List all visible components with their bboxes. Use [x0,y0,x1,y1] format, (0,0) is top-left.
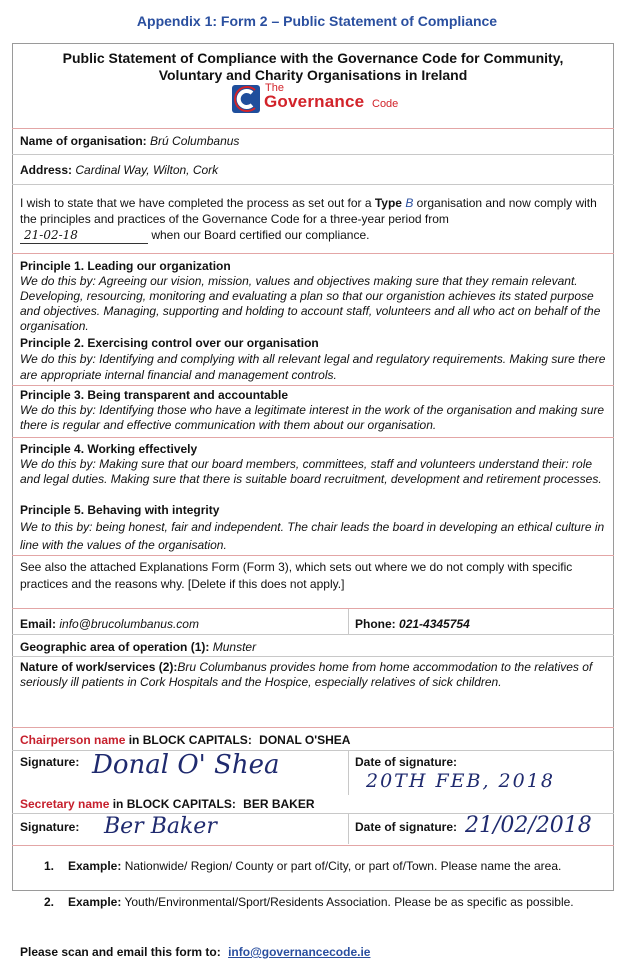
divider [12,253,614,254]
footer-instruction [20,945,370,959]
principle-title: Principle 1. Leading our organization [20,259,231,273]
divider-vertical [348,609,349,634]
form-title [12,50,614,84]
chairperson-name-row [20,733,610,748]
chair-signature-label-text: Signature: [20,755,80,769]
form-title-line-2: Voluntary and Charity Organisations in Ireland [158,67,468,83]
organisation-label: Name of organisation: [20,134,147,148]
divider [12,845,614,846]
principle-4 [20,442,610,487]
principle-5 [20,503,610,554]
phone-label: Phone: [355,617,396,631]
organisation-row [20,134,610,149]
principle-title: Principle 4. Working effectively [20,442,198,456]
statement-start-date: 21-02-18 [20,227,148,244]
statement-part-1: I wish to state that we have completed the process as set out for a [20,196,375,210]
address-row [20,163,610,178]
statement-type-word: Type [374,196,402,210]
footnote-label: Example: [68,859,122,873]
divider [12,608,614,609]
phone-value: 021-4345754 [399,617,470,631]
secretary-date-value: 21/02/2018 [465,813,592,838]
footnote-body [68,894,594,911]
nature-of-work-label: Nature of work/services (2): [20,660,178,674]
email-label: Email: [20,617,57,631]
principle-3 [20,388,610,433]
divider-vertical [348,814,349,844]
geographic-area-value: Munster [212,640,257,654]
divider [12,385,614,386]
principle-text: We do this by: Making sure that our board members, committees, staff and volunteers understand their: role and legal duties. Making sure that there is suitable board recruitment, development and retirement processes. [20,457,602,486]
see-also-note: See also the attached Explanations Form (Form 3), which sets out where we do not comply with specific practices and the reasons why. [Delete if this does not apply.] [20,560,573,591]
divider [12,656,614,657]
divider [12,184,614,185]
divider [12,128,614,129]
secretary-name-label: Secretary name [20,797,110,811]
logo-the-text: The [265,82,284,94]
secretary-name-label-rest: in BLOCK CAPITALS: [109,797,236,811]
governance-logo-icon [232,85,260,113]
principle-title: Principle 3. Being transparent and accountable [20,388,289,402]
chair-signature-label [20,755,100,770]
appendix-heading: Appendix 1: Form 2 – Public Statement of Compliance [136,13,498,29]
footer-email-link[interactable]: info@governancecode.ie [228,945,371,959]
statement-type-value: B [405,196,414,210]
secretary-signature: Ber Baker [104,814,217,839]
geographic-area-label: Geographic area of operation (1): [20,640,210,654]
secretary-signature-label [20,820,100,835]
chairperson-name-value: DONAL O'SHEA [259,733,351,747]
governance-code-logo [232,84,432,114]
compliance-statement [20,195,610,244]
principle-text: We do this by: Agreeing our vision, mission, values and objectives making sure that they remain relevant. Developing, resourcing, monitoring and evaluating a plan so that our organistion achieves its stated purpose and objectives. Managing, supporting and holding to account staff, volunteers and all who act on behalf of the organisation. [20,274,601,333]
chair-date-label-text: Date of signature: [355,755,458,769]
footnote-number: 2. [44,895,55,909]
nature-of-work-row [20,660,610,690]
divider [12,555,614,556]
secretary-name-row [20,797,610,812]
address-label: Address: [20,163,73,177]
principle-text: We to this by: being honest, fair and independent. The chair leads the board in developing an ethical culture in line with the values of the organisation. [20,520,605,552]
divider [12,437,614,438]
form-title-line-1: Public Statement of Compliance with the Governance Code for Community, [62,50,564,66]
principle-text: We do this by: Identifying and complying with all relevant legal and regulatory requirements. Making sure there are appropriate internal financial and management controls. [20,352,606,382]
footnote-text: Nationwide/ Region/ County or part of/City, or part of/Town. Please name the area. [121,859,562,873]
geographic-area-row [20,640,610,655]
divider [12,634,614,635]
principle-2 [20,336,610,383]
chair-signature: Donal O' Shea [92,750,280,780]
nature-of-work-value: Bru Columbanus provides home from home accommodation to the relatives of seriously ill patients in Cork Hospitals and the Hospice, especially relatives of sick children. [20,660,593,689]
secretary-signature-label-text: Signature: [20,820,80,834]
statement-part-2: organisation and now comply with the principles and practices of the Governance Code for a three-year period from [20,196,597,226]
phone-row [355,617,605,632]
logo-governance-text: Governance [264,92,365,111]
principle-title: Principle 5. Behaving with integrity [20,503,220,517]
principle-text: We do this by: Identifying those who have a legitimate interest in the work of the organisation and making sure there is regular and effective communication with them about our organisation. [20,403,605,432]
chairperson-name-label-rest: in BLOCK CAPITALS: [125,733,252,747]
chair-date-value: 20TH FEB, 2018 [366,770,555,792]
secretary-date-label: Date of signature: [355,820,458,834]
statement-part-3: when our Board certified our compliance. [151,228,370,242]
footnote-body [68,858,594,875]
chairperson-name-label: Chairperson name [20,733,126,747]
divider [12,727,614,728]
email-value: info@brucolumbanus.com [59,617,199,631]
footnote-label: Example: [68,895,122,909]
logo-code-text: Code [372,98,399,110]
organisation-value: Brú Columbanus [150,134,240,148]
footnote-number: 1. [44,859,55,873]
footnote-text: Youth/Environmental/Sport/Residents Association. Please be as specific as possible. [121,895,574,909]
chair-date-label [355,755,605,770]
address-value: Cardinal Way, Wilton, Cork [75,163,219,177]
principle-title: Principle 2. Exercising control over our organisation [20,336,319,350]
footer-text: Please scan and email this form to: [20,945,221,959]
divider-vertical [348,751,349,795]
principle-1 [20,259,610,334]
secretary-name-value: BER BAKER [243,797,315,811]
divider [12,154,614,155]
